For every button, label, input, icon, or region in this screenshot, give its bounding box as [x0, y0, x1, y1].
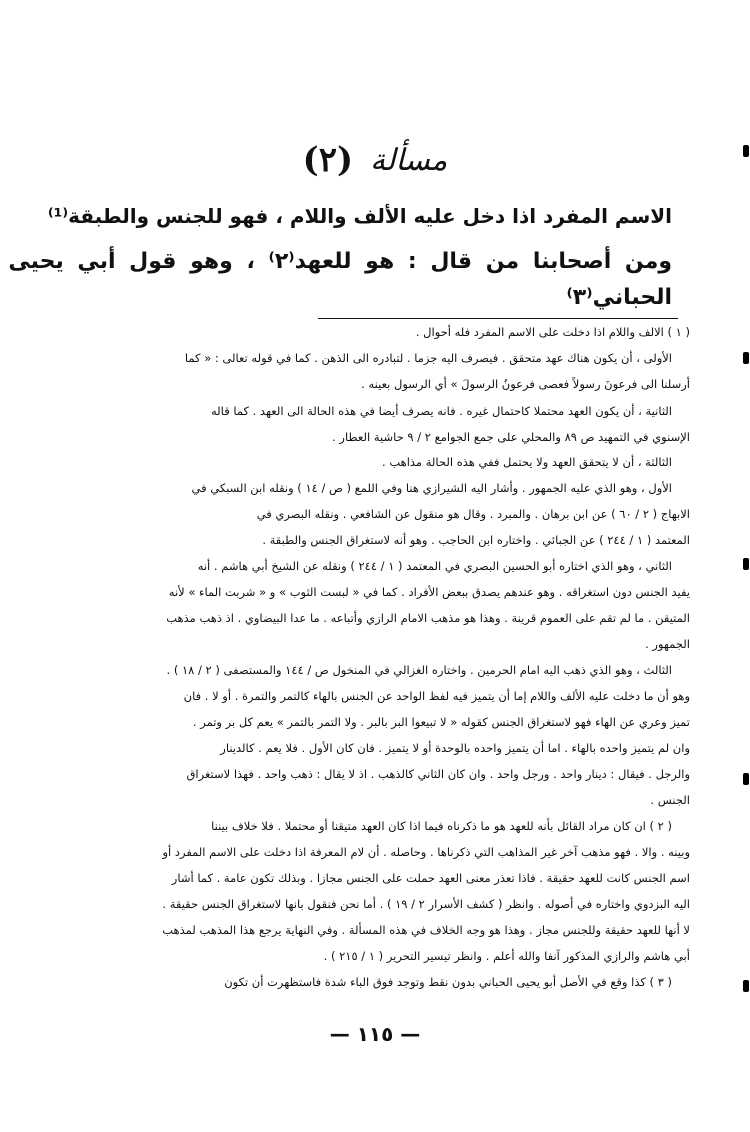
footnote-line: اسم الجنس كانت للعهد حقيقة . فاذا تعذر معنى العهد حملت على الجنس مجازا . وبذلك تكون عامة . كما أشار [171, 871, 690, 885]
footnote-line: ( ١ ) الالف واللام اذا دخلت على الاسم المفرد فله أحوال . [415, 325, 690, 339]
footnote-line: الإسنوي في التمهيد ص ٨٩ والمحلي على جمع الجوامع ٢ / ٩ حاشية العطار . [332, 430, 690, 444]
heading-word: مسألة [370, 142, 448, 178]
footnote-line: الجنس . [650, 793, 690, 807]
margin-mark [743, 558, 749, 570]
margin-mark [743, 980, 749, 992]
footnote-line: المعتمد ( ١ / ٢٤٤ ) عن الجبائي . واختاره ابن الحاجب . وهو أنه لاستغراق الجنس والطبقة . [262, 533, 690, 547]
footnote-line: المتيقن . ما لم تقم على العموم قرينة . وهذا هو مذهب الامام الرازي وأتباعه . ما عدا البيضاوي . اذ ذهب مذهب [166, 611, 690, 625]
section-heading [0, 140, 750, 184]
margin-mark [743, 773, 749, 785]
footnote-line: وهو أن ما دخلت عليه الألف واللام إما أن يتميز فيه لفظ الواحد عن الجنس بالهاء كالتمر والتمرة . أو لا . فان [183, 689, 690, 703]
footnote-separator [318, 318, 678, 319]
footnote-line: يفيد الجنس دون استغراقه . وهو عندهم يصدق ببعض الأفراد . كما في « لبست الثوب » و « شربت الماء » لأنه [168, 585, 690, 599]
title-line-3: الحباني⁽٣⁾ [566, 285, 672, 310]
footnote-line: الأولى ، أن يكون هناك عهد متحقق . فيصرف اليه جزما . لتبادره الى الذهن . كما في قوله تعالى : « كما [184, 351, 672, 365]
footnote-line: لا أنها للعهد حقيقة وللجنس مجاز . وهذا هو وجه الخلاف في هذه المسألة . وفي النهاية يرجع هذا المذهب لمذهب [162, 923, 690, 937]
footnote-line: اليه البزدوي واختاره في أصوله . وانظر ( كشف الأسرار ٢ / ١٩ ) . أما نحن فنقول بانها لاستغراق الجنس حقيقة . [162, 897, 690, 911]
footnote-line: الثاني ، وهو الذي اختاره أبو الحسين البصري في المعتمد ( ١ / ٢٤٤ ) ونقله عن الشيخ أبي هاشم . أنه [197, 559, 672, 573]
page-number: — ١١٥ — [329, 1022, 421, 1046]
footnote-line: وبينه . والا . فهو مذهب آخر غير المذاهب التي ذكرناها . وحاصله . أن لام المعرفة اذا دخلت على الاسم المفرد أو [162, 845, 690, 859]
footnote-line: ( ٢ ) ان كان مراد القائل بأنه للعهد هو ما ذكرناه فيما اذا كان العهد متيقنا أو محتملا . فلا خلاف بيننا [211, 819, 672, 833]
footnote-line: ( ٣ ) كذا وقع في الأصل أبو يحيى الحباني بدون نقط وتوجد فوق الباء شدة فاستظهرت أن تكون [224, 975, 672, 989]
footnote-line: أرسلنا الى فرعونَ رسولاً فعصى فرعونُ الرسولَ » أي الرسول بعينه . [361, 377, 690, 391]
heading-number: (٢) [302, 140, 354, 180]
footnote-line: الأول ، وهو الذي عليه الجمهور . وأشار اليه الشيرازي هنا وفي اللمع ( ص / ١٤ ) ونقله ابن السبكي في [191, 481, 672, 495]
footnote-line: الثالث ، وهو الذي ذهب اليه امام الحرمين . واختاره الغزالي في المنخول ص / ١٤٤ والمستصفى ( ٢ / ١٨ ) . [166, 663, 672, 677]
footnote-line: أبي هاشم والرازي المذكور آنفا والله أعلم . وانظر تيسير التحرير ( ١ / ٢١٥ ) . [323, 949, 690, 963]
title-line-2: ومن أصحابنا من قال : هو للعهد⁽٢⁾ ، وهو قول أبي يحيى [8, 249, 672, 274]
margin-mark [743, 352, 749, 364]
footnote-line: الثانية ، أن يكون العهد محتملا كاحتمال غيره . فانه يصرف أيضا في هذه الحالة الى العهد . كما قاله [211, 404, 672, 418]
title-line-1: الاسم المفرد اذا دخل عليه الألف واللام ، فهو للجنس والطبقة⁽¹⁾ [47, 204, 672, 228]
footnote-line: وان لم يتميز واحده بالهاء . اما أن يتميز واحده بالوحدة أو لا يتميز . فان كان الأول . فلا يعم . كالدينار [220, 741, 690, 755]
footnote-line: الجمهور . [645, 637, 690, 651]
footnote-line: الثالثة ، أن لا يتحقق العهد ولا يحتمل ففي هذه الحالة مذاهب . [382, 455, 672, 469]
footnote-line: تميز وعري عن الهاء فهو لاستغراق الجنس كقوله « لا تبيعوا البر بالبر . ولا التمر بالتمر » يعم كل بر وتمر . [192, 715, 690, 729]
footnote-line: الابهاج ( ٢ / ٦٠ ) عن ابن برهان . والمبرد . وقال هو منقول عن الشافعي . ونقله البصري في [256, 507, 690, 521]
footnote-line: والرجل . فيقال : دينار واحد . ورجل واحد . وان كان الثاني كالذهب . اذ لا يقال : ذهب واحد . فهذا لاستغراق [186, 767, 690, 781]
